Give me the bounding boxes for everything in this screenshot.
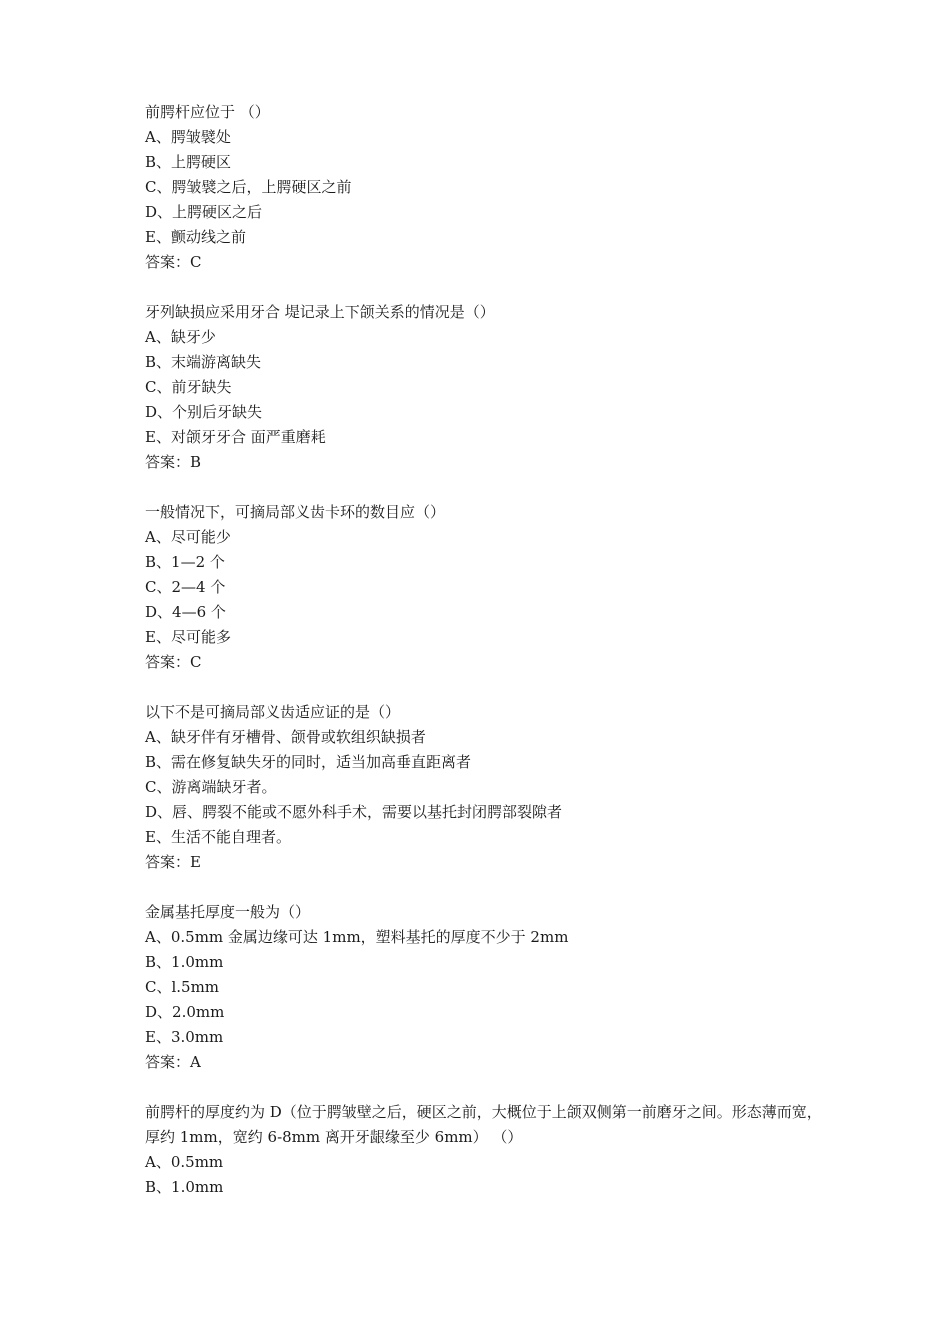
option-b: B、上腭硬区 [145, 153, 232, 171]
question-6 [145, 1100, 835, 1200]
option-b: B、末端游离缺失 [145, 353, 262, 371]
option-b: B、1.0mm [145, 1178, 224, 1196]
option-c: C、2—4 个 [145, 578, 226, 596]
answer-line: 答案：C [145, 653, 202, 671]
question-stem: 前腭杆应位于 （） [145, 103, 270, 121]
option-b: B、1—2 个 [145, 553, 225, 571]
option-a: A、0.5mm [145, 1153, 224, 1171]
document-page [145, 100, 835, 1225]
question-stem: 一般情况下，可摘局部义齿卡环的数目应（） [145, 503, 446, 521]
answer-line: 答案：A [145, 1053, 201, 1071]
answer-line: 答案：C [145, 253, 202, 271]
option-b: B、需在修复缺失牙的同时，适当加高垂直距离者 [145, 753, 472, 771]
option-d: D、上腭硬区之后 [145, 203, 263, 221]
option-a: A、腭皱襞处 [145, 128, 231, 146]
answer-line: 答案：B [145, 453, 202, 471]
option-c: C、游离端缺牙者。 [145, 778, 277, 796]
option-d: D、4—6 个 [145, 603, 226, 621]
option-c: C、腭皱襞之后，上腭硬区之前 [145, 178, 352, 196]
option-d: D、个别后牙缺失 [145, 403, 263, 421]
option-e: E、颤动线之前 [145, 228, 246, 246]
question-2 [145, 300, 835, 475]
question-stem: 牙列缺损应采用牙合 堤记录上下颌关系的情况是（） [145, 303, 495, 321]
option-e: E、3.0mm [145, 1028, 224, 1046]
option-e: E、尽可能多 [145, 628, 231, 646]
option-e: E、对颌牙牙合 面严重磨耗 [145, 428, 326, 446]
question-stem: 金属基托厚度一般为（） [145, 903, 311, 921]
option-a: A、缺牙少 [145, 328, 216, 346]
option-a: A、0.5mm 金属边缘可达 1mm，塑料基托的厚度不少于 2mm [145, 928, 569, 946]
option-d: D、唇、腭裂不能或不愿外科手术，需要以基托封闭腭部裂隙者 [145, 803, 563, 821]
question-stem: 前腭杆的厚度约为 D（位于腭皱壁之后，硬区之前，大概位于上颌双侧第一前磨牙之间。形态薄而宽，厚约 1mm，宽约 6-8mm 离开牙龈缘至少 6mm） （） [145, 1103, 822, 1146]
question-1 [145, 100, 835, 275]
option-c: C、l.5mm [145, 978, 220, 996]
option-a: A、缺牙伴有牙槽骨、颌骨或软组织缺损者 [145, 728, 426, 746]
option-d: D、2.0mm [145, 1003, 225, 1021]
question-5 [145, 900, 835, 1075]
option-b: B、1.0mm [145, 953, 224, 971]
question-3 [145, 500, 835, 675]
option-e: E、生活不能自理者。 [145, 828, 291, 846]
question-stem: 以下不是可摘局部义齿适应证的是（） [145, 703, 401, 721]
question-4 [145, 700, 835, 875]
option-a: A、尽可能少 [145, 528, 231, 546]
answer-line: 答案：E [145, 853, 201, 871]
option-c: C、前牙缺失 [145, 378, 232, 396]
